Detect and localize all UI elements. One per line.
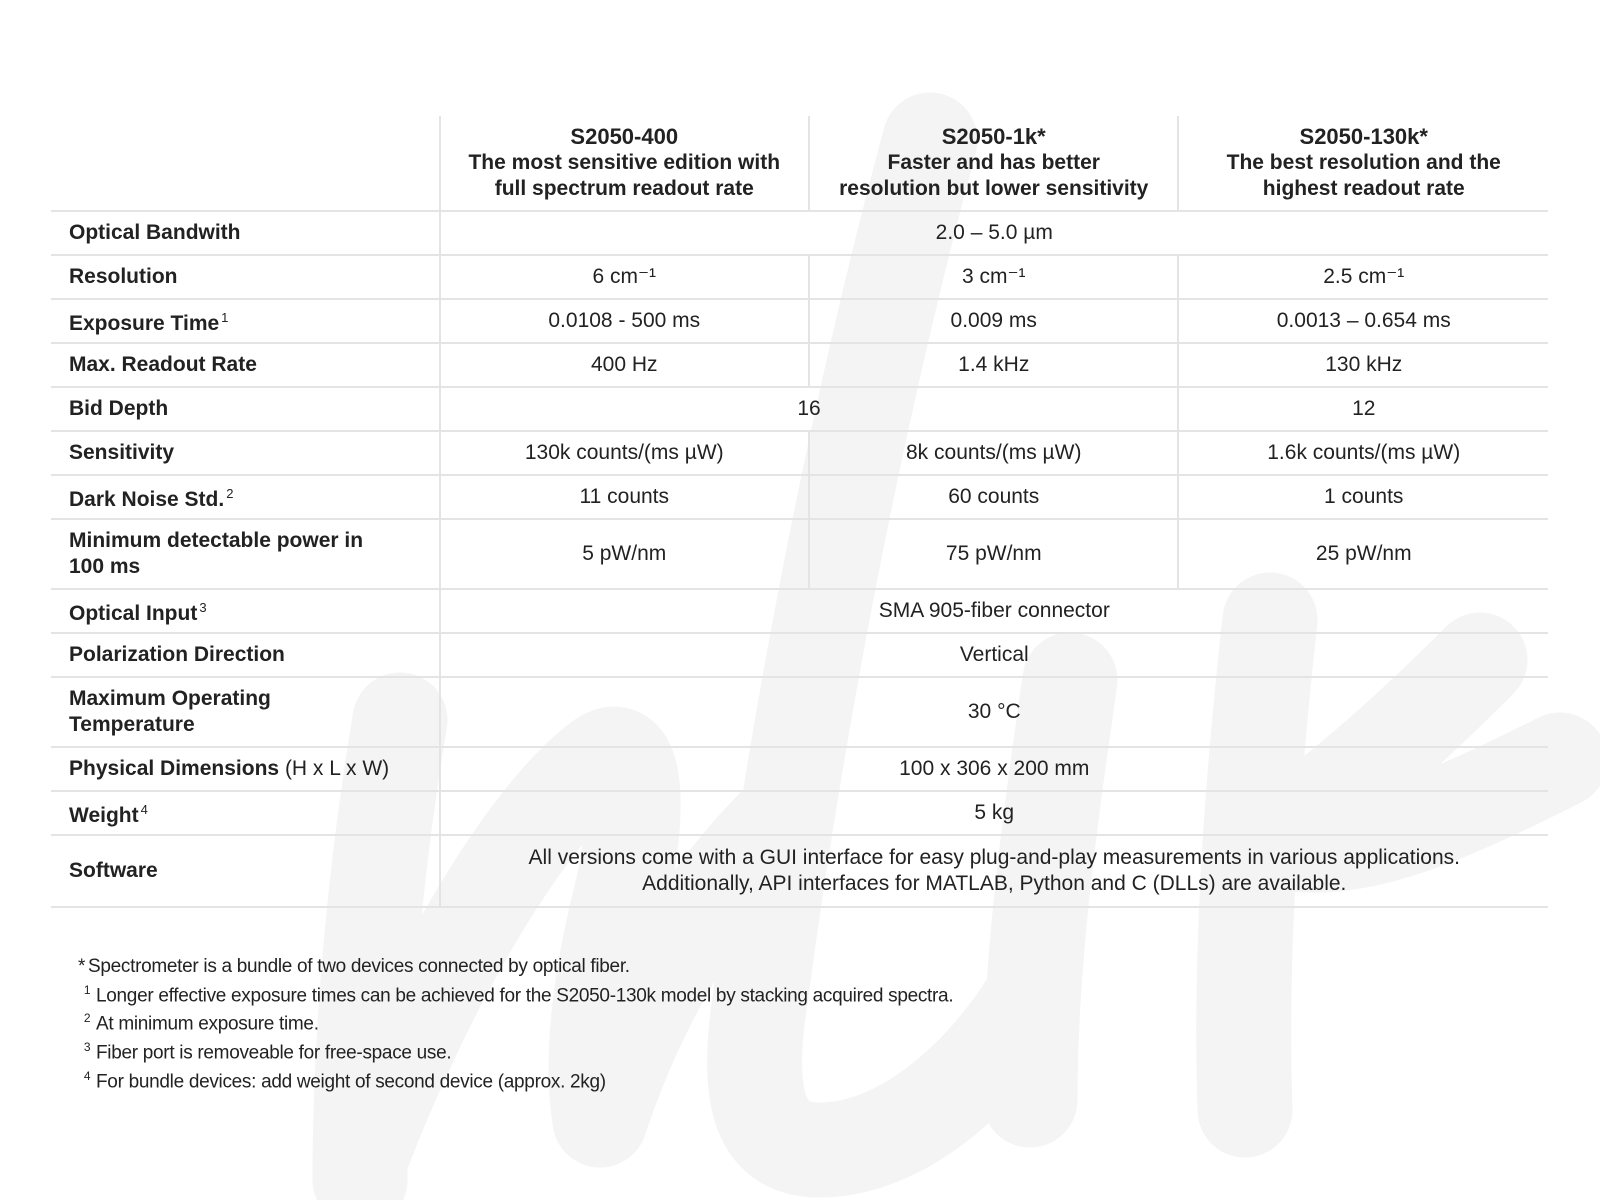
row-label: 100 ms (69, 555, 141, 578)
row-value: 1 counts (1324, 485, 1404, 508)
row-value: 25 pW/nm (1315, 542, 1412, 565)
row-physical-dimensions (51, 747, 1548, 791)
footnote-mark: 2 (83, 1011, 91, 1026)
row-sensitivity (51, 431, 1548, 475)
row-value: 2.5 cm⁻¹ (1323, 265, 1405, 288)
footnote-ref: 2 (226, 486, 234, 501)
footnote-star (78, 956, 953, 979)
row-label: Dark Noise Std. (69, 488, 225, 511)
row-label: Bid Depth (51, 387, 440, 431)
footnote-mark: * (78, 956, 86, 977)
row-value: 30 °C (967, 700, 1021, 723)
row-label: Polarization Direction (51, 633, 440, 677)
footnotes (78, 956, 953, 1094)
row-label: Resolution (51, 255, 440, 299)
footnote-3 (78, 1036, 953, 1065)
row-dark-noise (51, 475, 1548, 519)
row-value: 1.6k counts/(ms µW) (1267, 441, 1461, 464)
row-value: 400 Hz (440, 343, 809, 387)
row-value: 11 counts (440, 475, 809, 519)
model-tagline: resolution but lower sensitivity (839, 177, 1149, 200)
model-name: S2050-1k* (941, 124, 1046, 149)
row-value: All versions come with a GUI interface for easy plug-and-play measurements in various applications. (528, 846, 1460, 869)
row-label: Optical Input (69, 602, 198, 625)
header-s2050-1k (809, 116, 1178, 211)
row-label: Sensitivity (51, 431, 440, 475)
row-label: Minimum detectable power in (69, 529, 364, 552)
row-min-detectable-power (51, 519, 1548, 589)
row-label: Exposure Time (69, 312, 220, 335)
row-optical-input (51, 589, 1548, 633)
footnote-ref: 4 (140, 802, 148, 817)
header-s2050-400 (440, 116, 809, 211)
row-bid-depth (51, 387, 1548, 431)
row-label: Temperature (69, 713, 195, 736)
row-value: 1.4 kHz (809, 343, 1178, 387)
row-label-cell (51, 791, 440, 835)
row-value: 2.0 – 5.0 µm (935, 221, 1053, 244)
spec-table (51, 116, 1548, 908)
row-value: 100 x 306 x 200 mm (899, 757, 1090, 780)
row-value: 8k counts/(ms µW) (809, 431, 1178, 475)
model-tagline: The best resolution and the (1226, 151, 1501, 174)
footnote-mark: 1 (83, 982, 91, 997)
row-resolution (51, 255, 1548, 299)
row-value: 0.0013 – 0.654 ms (1276, 309, 1451, 332)
model-tagline: Faster and has better (887, 151, 1100, 174)
row-optical-bandwidth (51, 211, 1548, 255)
header-row (51, 116, 1548, 211)
row-label-cell (51, 475, 440, 519)
row-label: Maximum Operating (69, 687, 271, 710)
row-label: Max. Readout Rate (51, 343, 440, 387)
footnote-ref: 1 (221, 310, 229, 325)
footnote-text: For bundle devices: add weight of second device (approx. 2kg) (96, 1071, 606, 1093)
row-weight (51, 791, 1548, 835)
footnote-4 (78, 1065, 953, 1094)
row-value: 6 cm⁻¹ (440, 255, 809, 299)
header-blank-cell (51, 116, 440, 211)
row-value: SMA 905-fiber connector (878, 599, 1110, 622)
row-value: 75 pW/nm (809, 519, 1178, 589)
row-label-cell (51, 677, 440, 747)
row-value: 0.0108 - 500 ms (440, 299, 809, 343)
row-max-readout-rate (51, 343, 1548, 387)
header-s2050-130k (1178, 116, 1548, 211)
row-value: 130 kHz (1325, 353, 1403, 376)
model-name: S2050-130k* (1299, 124, 1428, 149)
row-software (51, 835, 1548, 907)
row-value: Additionally, API interfaces for MATLAB, Python and C (DLLs) are available. (642, 872, 1347, 895)
model-tagline: The most sensitive edition with (468, 151, 781, 174)
model-tagline: highest readout rate (1262, 177, 1465, 200)
row-value: 130k counts/(ms µW) (440, 431, 809, 475)
row-value-cell (440, 835, 1548, 907)
row-value: 5 pW/nm (440, 519, 809, 589)
row-value: 3 cm⁻¹ (809, 255, 1178, 299)
footnote-text: Fiber port is removeable for free-space use. (96, 1042, 452, 1064)
row-label: Optical Bandwith (51, 211, 440, 255)
row-value: 0.009 ms (809, 299, 1178, 343)
row-exposure-time (51, 299, 1548, 343)
footnote-mark: 4 (83, 1068, 91, 1083)
model-name: S2050-400 (570, 124, 679, 149)
row-value: 60 counts (809, 475, 1178, 519)
row-value: 12 (1352, 397, 1376, 420)
row-label: Software (51, 835, 440, 907)
footnote-text: At minimum exposure time. (96, 1013, 319, 1035)
row-label-cell (51, 589, 440, 633)
row-label-cell (51, 299, 440, 343)
footnote-mark: 3 (83, 1040, 91, 1055)
footnote-ref: 3 (199, 600, 207, 615)
row-value: 5 kg (974, 801, 1015, 824)
row-polarization (51, 633, 1548, 677)
row-value: 16 (440, 387, 1179, 431)
row-max-operating-temp (51, 677, 1548, 747)
row-label: Physical Dimensions (69, 757, 280, 780)
row-label-cell (51, 519, 440, 589)
footnote-1 (78, 979, 953, 1008)
row-label-note: (H x L x W) (284, 757, 390, 780)
row-value: Vertical (959, 643, 1029, 666)
row-label: Weight (69, 804, 139, 827)
footnote-2 (78, 1007, 953, 1036)
footnote-text: Spectrometer is a bundle of two devices connected by optical fiber. (88, 956, 630, 977)
footnote-text: Longer effective exposure times can be achieved for the S2050-130k model by stacking acquired spectra. (96, 984, 954, 1006)
row-label-cell (51, 747, 440, 791)
model-tagline: full spectrum readout rate (494, 177, 754, 200)
